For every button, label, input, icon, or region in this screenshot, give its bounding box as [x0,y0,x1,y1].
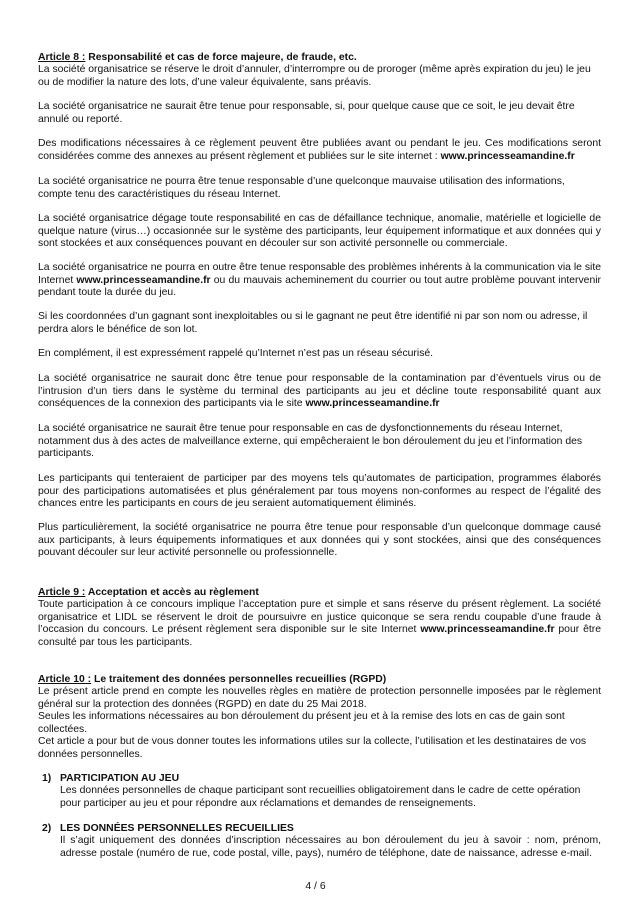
article-8-p4: La société organisatrice ne pourra être tenue responsable d’une quelconque mauvaise utilisation des informations, compte tenu des caractéristiques du réseau Internet. [38,176,565,200]
page-number: 4 / 6 [305,881,326,892]
item-2-text: Il s’agit uniquement des données d’inscription nécessaires au bon déroulement du jeu à savoir : nom, prénom, adresse postale (numéro de rue, code postal, ville, pays), numéro de téléphone, date de naissance, adresse e-mail. [60,835,601,859]
article-8-p12: Plus particulièrement, la société organisatrice ne pourra être tenue pour responsable d’un quelconque dommage causé aux participants, à leurs équipements informatiques et aux données qui y sont stockées, ainsi que des conséquences pouvant découler sur leur activité personnelle ou professionnelle. [38,522,601,559]
article-10-title: Le traitement des données personnelles recueillies (RGPD) [91,674,387,685]
article-9-p1 [38,599,601,649]
item-1-text: Les données personnelles de chaque participant sont recueillies obligatoirement dans le cadre de cette opération pour participer au jeu et pour répondre aux réclamations et demandes de renseignements. [60,785,581,809]
article-8-p11: Les participants qui tenteraient de participer par des moyens tels qu’automates de participation, programmes élaborés pour des participations automatisées et plus généralement par tous moyens non-conformes au respect de l’égalité des chances entre les participants en cours de jeu seraient automatiquement éliminés. [38,473,601,510]
website-link[interactable]: www.princesseamandine.fr [76,274,211,286]
article-10-p1: Le présent article prend en compte les nouvelles règles en matière de protection personnelle imposées par le règlement général sur la protection des données (RGPD) en date du 25 Mai 2018. [38,686,601,710]
article-9-title: Acceptation et accès au règlement [85,587,259,598]
website-link[interactable]: www.princesseamandine.fr [420,624,555,636]
article-8-label: Article 8 : [38,52,86,63]
article-10-label: Article 10 : [38,674,92,685]
article-8-p6-text-a: La société organisatrice ne pourra en outre être tenue responsable des problèmes inhérents à la communication via le site Internet [38,262,601,286]
article-8-p6 [38,262,601,300]
article-8-p5: La société organisatrice dégage toute responsabilité en cas de défaillance technique, anomalie, matérielle et logicielle de quelque nature (virus…) occasionnée sur le système des participants, leur équipement informatique et aux données qui y sont stockées et aux conséquences pouvant en découler sur son activité personnelle ou commerciale. [38,213,601,250]
website-link[interactable]: www.princesseamandine.fr [305,398,440,410]
article-8-p9-text: La société organisatrice ne saurait donc être tenue pour responsable de la contamination par d’éventuels virus ou de l’intrusion d’un tiers dans le système du terminal des participants au jeu et décline toute responsabilité quant aux conséquences de la connexion des participants via le site [38,373,601,410]
article-8-p6-text-b: ou du mauvais acheminement du courrier ou tout autre problème pouvant intervenir pendant toute la durée du jeu. [38,274,602,299]
article-9-p1-text-b: pour être consulté par tous les participants. [38,624,601,648]
article-8-p8: En complément, il est expressément rappelé qu’Internet n’est pas un réseau sécurisé. [38,348,434,359]
article-10-heading [38,674,601,687]
item-2-title: LES DONNÉES PERSONNELLES RECUEILLIES [60,823,294,834]
article-8-p7: Si les coordonnées d’un gagnant sont inexploitables ou si le gagnant ne peut être identifié ni par son nom ou adresse, il perdra alors le bénéfice de son lot. [38,311,588,335]
article-9-p1-text-a: Toute participation à ce concours implique l’acceptation pure et simple et sans réserve du présent règlement. La société organisatrice et LIDL se réservent le droit de poursuivre en justice quiconque se sera rendu coupable d’une fraude à l’occasion du concours. Le présent règlement sera disponible sur le site Internet [38,599,601,636]
item-1-number: 1) [42,773,52,784]
article-10-p3: Cet article a pour but de vous donner toutes les informations utiles sur la collecte, l’utilisation et les destinataires de vos données personnelles. [38,736,587,760]
article-8-p1: La société organisatrice se réserve le droit d’annuler, d’interrompre ou de proroger (même après expiration du jeu) le jeu ou de modifier la nature des lots, d’une valeur équivalente, sans préavis. [38,64,591,88]
article-9-heading [38,587,601,600]
article-8-p10: La société organisatrice ne saurait être tenue pour responsable en cas de dysfonctionnements du réseau Internet, notamment dus à des actes de malveillance externe, qui empêcheraient le bon déroulement du jeu et l’information des participants. [38,423,583,460]
article-8-title: Responsabilité et cas de force majeure, de fraude, etc. [85,52,357,63]
website-link[interactable]: www.princesseamandine.fr [440,150,575,162]
article-9-label: Article 9 : [38,587,86,598]
article-10-p2: Seules les informations nécessaires au bon déroulement du présent jeu et à la remise des lots en cas de gain sont collectées. [38,711,565,735]
article-8-p3 [38,138,601,163]
item-1-title: PARTICIPATION AU JEU [60,773,180,784]
article-8-p3-text: Des modifications nécessaires à ce règlement peuvent être publiées avant ou pendant le jeu. Ces modifications seront considérées comme des annexes au présent règlement et publiées sur le site internet : [38,138,601,162]
article-8-p9 [38,373,601,411]
article-8-heading [38,52,601,65]
item-2-number: 2) [42,823,52,834]
article-8-p2: La société organisatrice ne saurait être tenue pour responsable, si, pour quelque cause que ce soit, le jeu devait être annulé ou reporté. [38,101,575,125]
